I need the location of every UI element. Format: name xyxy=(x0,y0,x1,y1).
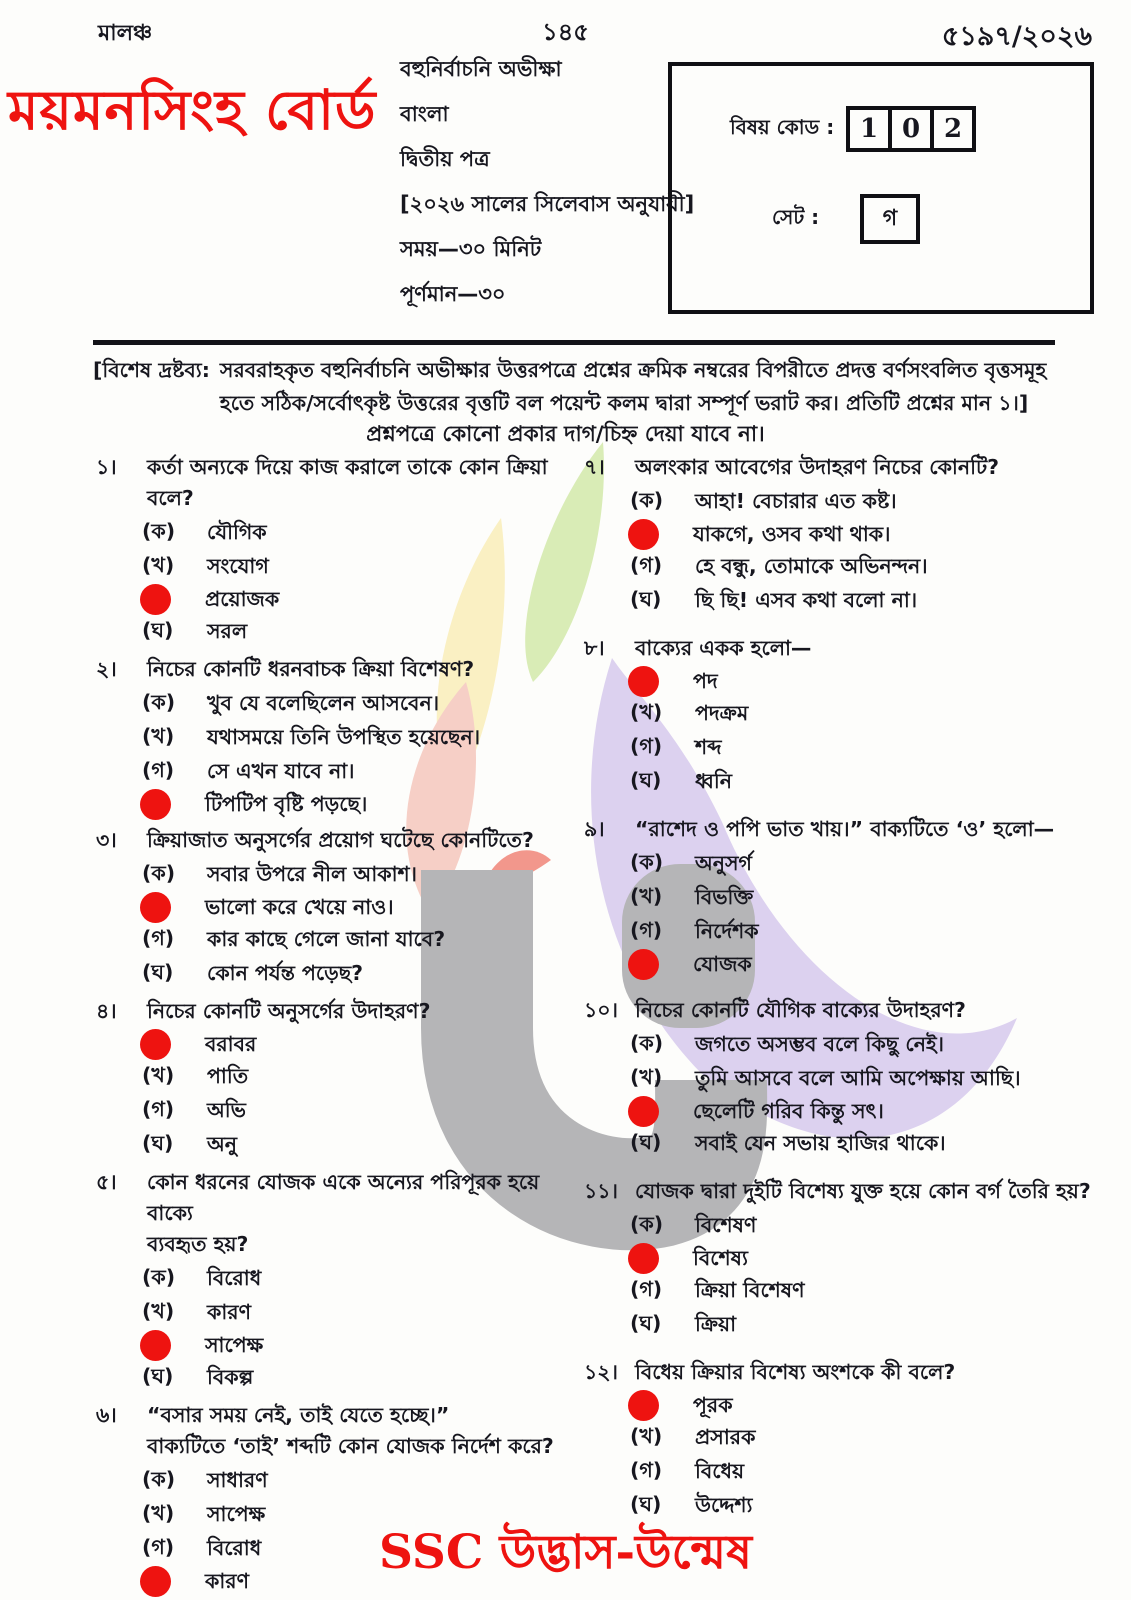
option-label: (ঘ) xyxy=(142,1364,174,1388)
question-text xyxy=(635,452,1118,483)
option-label: (ক) xyxy=(630,488,664,512)
marked-answer-circle xyxy=(140,1029,171,1060)
option-row xyxy=(584,881,1118,915)
no-marks-warning: প্রশ্নপত্রে কোনো প্রকার দাগ/চিহ্ন দেয়া যাবে না। xyxy=(366,422,765,447)
option-label: (ক) xyxy=(142,690,176,714)
question-header xyxy=(96,996,574,1027)
question-number: ৮। xyxy=(584,636,605,660)
code-digit-cell: 0 xyxy=(888,106,934,152)
question-header xyxy=(96,654,574,685)
option-text: বিভক্তি xyxy=(695,885,754,910)
option-label: (ঘ) xyxy=(630,587,662,611)
option-row xyxy=(96,687,574,721)
option-text: সাপেক্ষ xyxy=(207,1502,266,1527)
option-row xyxy=(96,789,574,820)
option-row xyxy=(584,519,1118,550)
option-row xyxy=(96,584,574,615)
option-row xyxy=(96,858,574,892)
option-row xyxy=(584,1455,1118,1489)
question-number: ৭। xyxy=(584,455,605,479)
option-row xyxy=(584,550,1118,584)
option-label: (গ) xyxy=(142,1097,175,1121)
question-text-line: “বসার সময় নেই, তাই যেতে হচ্ছে।” xyxy=(147,1403,450,1427)
option-label: (গ) xyxy=(630,1458,663,1482)
option-label: (খ) xyxy=(630,884,663,908)
questions-column-right xyxy=(584,452,1118,1538)
option-row xyxy=(584,485,1118,519)
set-value-cell: গ xyxy=(860,194,920,244)
option-row xyxy=(584,1274,1118,1308)
option-row xyxy=(584,1243,1118,1274)
option-text: ভালো করে খেয়ে নাও। xyxy=(205,894,394,919)
question-number: ২। xyxy=(96,657,117,681)
marked-answer-circle xyxy=(628,666,659,697)
option-row xyxy=(96,1330,574,1361)
question-text xyxy=(635,1357,1118,1388)
option-text: শব্দ xyxy=(695,735,722,760)
question-text-line: নিচের কোনটি যৌগিক বাক্যের উদাহরণ? xyxy=(635,998,966,1022)
question-block xyxy=(96,1167,574,1395)
question-header xyxy=(584,633,1118,664)
question-text xyxy=(147,996,574,1027)
option-row xyxy=(96,1262,574,1296)
option-row xyxy=(584,584,1118,618)
question-header xyxy=(584,814,1118,845)
option-text: তুমি আসবে বলে আমি অপেক্ষায় আছি। xyxy=(695,1066,1021,1091)
question-text-line: কর্তা অন্যকে দিয়ে কাজ করালে তাকে কোন ক্রিয়া বলে? xyxy=(147,455,548,510)
subject-code-label: বিষয় কোড : xyxy=(730,114,835,139)
question-number: ১। xyxy=(96,455,117,479)
option-row xyxy=(584,847,1118,881)
option-label: (ক) xyxy=(630,1212,664,1236)
option-row xyxy=(96,550,574,584)
option-text: বিরোধ xyxy=(207,1266,262,1291)
set-row xyxy=(672,194,1090,244)
question-block xyxy=(584,1357,1118,1523)
page-number: ১৪৫ xyxy=(542,18,589,46)
option-row xyxy=(96,1128,574,1162)
option-row xyxy=(96,1296,574,1330)
paper-name: দ্বিতীয় পত্র xyxy=(400,147,490,171)
option-label: (ক) xyxy=(142,1467,176,1491)
brand-footer: SSC উদ্ভাস-উন্মেষ xyxy=(379,1525,752,1580)
question-text-line: “রাশেদ ও পপি ভাত খায়।” বাক্যটিতে ‘ও’ হলো— xyxy=(635,817,1055,841)
option-row xyxy=(96,1029,574,1060)
question-number: ৩। xyxy=(96,828,117,852)
option-text: যোজক xyxy=(693,951,752,976)
exam-type: বহুনির্বাচনি অভীক্ষা xyxy=(400,57,562,81)
question-number: ৬। xyxy=(96,1403,117,1427)
option-row xyxy=(584,697,1118,731)
board-title: ময়মনসিংহ বোর্ড xyxy=(8,78,377,142)
option-text: আহা! বেচারার এত কষ্ট। xyxy=(695,489,897,514)
question-text xyxy=(147,654,574,685)
option-row xyxy=(584,666,1118,697)
option-text: সাধারণ xyxy=(207,1468,268,1493)
notice-text: সরবরাহকৃত বহুনির্বাচনি অভীক্ষার উত্তরপত্রে প্রশ্নের ক্রমিক নম্বরের বিপরীতে প্রদত্ত বর্ণসংবলিত বৃত্তসমূহ হতে সঠিক/সর্বোৎকৃষ্ট উত্তরের বৃত্তটি বল পয়েন্ট কলম দ্বারা সম্পূর্ণ ভরাট কর। প্রতিটি প্রশ্নের মান ১।] xyxy=(219,358,1047,415)
question-text xyxy=(147,1167,574,1260)
option-label: (খ) xyxy=(142,1501,175,1525)
question-text xyxy=(635,995,1118,1026)
question-header xyxy=(96,825,574,856)
option-label: (গ) xyxy=(630,734,663,758)
subject-code-row xyxy=(672,106,1090,152)
code-digit-cell: 2 xyxy=(930,106,976,152)
option-label: (গ) xyxy=(142,758,175,782)
option-text: অভি xyxy=(207,1098,246,1123)
marked-answer-circle xyxy=(140,892,171,923)
marked-answer-circle xyxy=(140,584,171,615)
option-row xyxy=(96,1060,574,1094)
option-text: বিকল্প xyxy=(207,1365,254,1390)
option-text: ধ্বনি xyxy=(695,769,732,794)
option-row xyxy=(584,915,1118,949)
option-text: ক্রিয়া বিশেষণ xyxy=(695,1278,805,1303)
option-text: উদ্দেশ্য xyxy=(695,1493,753,1518)
option-row xyxy=(584,1127,1118,1161)
option-row xyxy=(96,957,574,991)
option-row xyxy=(96,721,574,755)
option-text: টিপটিপ বৃষ্টি পড়ছে। xyxy=(205,791,368,816)
option-text: নির্দেশক xyxy=(695,919,759,944)
option-row xyxy=(584,949,1118,980)
option-row xyxy=(96,755,574,789)
option-label: (গ) xyxy=(630,1277,663,1301)
question-text-line: বাক্যটিতে ‘তাই’ শব্দটি কোন যোজক নির্দেশ করে? xyxy=(147,1434,554,1458)
book-series-label: মালঞ্চ xyxy=(98,21,153,46)
option-label: (ঘ) xyxy=(142,618,174,642)
option-text: ছি ছি! এসব কথা বলো না। xyxy=(695,588,918,613)
option-label: (ঘ) xyxy=(142,960,174,984)
option-text: ছেলেটি গরিব কিন্তু সৎ। xyxy=(693,1098,884,1123)
question-text-line: যোজক দ্বারা দুইটি বিশেষ্য যুক্ত হয়ে কোন বর্গ তৈরি হয়? xyxy=(635,1179,1091,1203)
questions-column-left xyxy=(96,452,574,1600)
option-text: খুব যে বলেছিলেন আসবেন। xyxy=(207,691,440,716)
question-text xyxy=(147,452,574,514)
option-row xyxy=(584,1209,1118,1243)
question-text xyxy=(147,1400,574,1462)
option-label: (খ) xyxy=(630,1424,663,1448)
question-number: ৫। xyxy=(96,1170,117,1194)
option-text: পদক্রম xyxy=(695,701,749,726)
option-text: কার কাছে গেলে জানা যাবে? xyxy=(207,927,446,952)
option-label: (খ) xyxy=(142,724,175,748)
paper-serial-number: ৫১৯৭/২০২৬ xyxy=(941,21,1092,52)
option-row xyxy=(584,1062,1118,1096)
option-row xyxy=(96,516,574,550)
option-label: (ঘ) xyxy=(142,1131,174,1155)
question-header xyxy=(584,995,1118,1026)
subject-name: বাংলা xyxy=(400,102,449,126)
option-row xyxy=(584,731,1118,765)
subject-code-cells xyxy=(850,106,976,152)
option-text: ক্রিয়া xyxy=(695,1312,737,1337)
question-text xyxy=(635,633,1118,664)
option-text: হে বন্ধু, তোমাকে অভিনন্দন। xyxy=(695,554,928,579)
subject-code-box xyxy=(668,62,1094,314)
question-text-line: নিচের কোনটি অনুসর্গের উদাহরণ? xyxy=(147,999,431,1023)
question-header xyxy=(96,452,574,514)
marked-answer-circle xyxy=(628,1390,659,1421)
option-text: প্রয়োজক xyxy=(205,586,280,611)
question-text-line: নিচের কোনটি ধরনবাচক ক্রিয়া বিশেষণ? xyxy=(147,657,475,681)
question-header xyxy=(584,452,1118,483)
option-row xyxy=(96,892,574,923)
option-row xyxy=(584,1421,1118,1455)
option-label: (খ) xyxy=(142,553,175,577)
option-text: বরাবর xyxy=(205,1031,257,1056)
code-digit-cell: 1 xyxy=(846,106,892,152)
marked-answer-circle xyxy=(628,949,659,980)
question-text xyxy=(147,825,574,856)
set-label: সেট : xyxy=(772,204,820,229)
question-number: ৯। xyxy=(584,817,605,841)
exam-meta xyxy=(400,56,694,326)
exam-time: সময়—৩০ মিনিট xyxy=(400,237,542,261)
question-header xyxy=(96,1167,574,1260)
option-text: সাপেক্ষ xyxy=(205,1332,264,1357)
option-row xyxy=(584,1308,1118,1342)
question-block xyxy=(96,996,574,1162)
option-label: (ক) xyxy=(142,861,176,885)
option-text: যথাসময়ে তিনি উপস্থিত হয়েছেন। xyxy=(207,725,481,750)
question-header xyxy=(584,1176,1118,1207)
option-label: (খ) xyxy=(630,700,663,724)
question-block xyxy=(96,452,574,649)
option-row xyxy=(584,1096,1118,1127)
option-row xyxy=(96,615,574,649)
option-row xyxy=(584,1390,1118,1421)
option-row xyxy=(584,765,1118,799)
question-text-line: বিধেয় ক্রিয়ার বিশেষ্য অংশকে কী বলে? xyxy=(635,1360,956,1384)
syllabus-note: [২০২৬ সালের সিলেবাস অনুযায়ী] xyxy=(400,192,695,216)
option-label: (খ) xyxy=(630,1065,663,1089)
option-row xyxy=(584,1028,1118,1062)
option-row xyxy=(96,1361,574,1395)
option-text: প্রসারক xyxy=(695,1425,756,1450)
option-label: (ঘ) xyxy=(630,768,662,792)
option-text: সরল xyxy=(207,619,248,644)
option-row xyxy=(96,1094,574,1128)
option-text: যৌগিক xyxy=(207,520,267,545)
option-label: (ক) xyxy=(142,519,176,543)
question-header xyxy=(584,1357,1118,1388)
question-block xyxy=(584,995,1118,1161)
question-text xyxy=(635,814,1118,845)
marked-answer-circle xyxy=(140,789,171,820)
option-text: যাকগে, ওসব কথা থাক। xyxy=(693,521,891,546)
option-label: (খ) xyxy=(142,1299,175,1323)
marked-answer-circle xyxy=(628,1096,659,1127)
option-text: জগতে অসম্ভব বলে কিছু নেই। xyxy=(695,1032,944,1057)
option-label: (ক) xyxy=(630,850,664,874)
question-text xyxy=(635,1176,1118,1207)
option-label: (ক) xyxy=(142,1265,176,1289)
option-text: কারণ xyxy=(207,1300,251,1325)
option-text: কোন পর্যন্ত পড়েছ? xyxy=(207,961,364,986)
option-label: (গ) xyxy=(630,553,663,577)
option-label: (খ) xyxy=(142,1063,175,1087)
question-block xyxy=(96,654,574,820)
question-block xyxy=(584,452,1118,618)
notice-label: [বিশেষ দ্রষ্টব্য: xyxy=(93,358,210,382)
question-text-line: ক্রিয়াজাত অনুসর্গের প্রয়োগ ঘটেছে কোনটিতে? xyxy=(147,828,534,852)
question-block xyxy=(96,825,574,991)
option-text: বিধেয় xyxy=(695,1459,745,1484)
option-text: পূরক xyxy=(693,1392,733,1417)
question-block xyxy=(584,814,1118,980)
question-number: ১২। xyxy=(584,1360,618,1384)
question-number: ১১। xyxy=(584,1179,618,1203)
option-text: বিশেষণ xyxy=(695,1213,757,1238)
question-text-line: অলংকার আবেগের উদাহরণ নিচের কোনটি? xyxy=(635,455,1000,479)
question-block xyxy=(584,633,1118,799)
option-label: (গ) xyxy=(142,926,175,950)
full-marks: পূর্ণমান—৩০ xyxy=(400,282,506,306)
option-label: (ঘ) xyxy=(630,1492,662,1516)
option-row xyxy=(96,923,574,957)
option-text: পদ xyxy=(693,668,718,693)
question-block xyxy=(584,1176,1118,1342)
option-text: সে এখন যাবে না। xyxy=(207,759,355,784)
question-text-line: কোন ধরনের যোজক একে অন্যের পরিপূরক হয়ে বাক্যে xyxy=(147,1170,540,1225)
option-text: বিশেষ্য xyxy=(693,1245,748,1270)
option-label: (ঘ) xyxy=(630,1130,662,1154)
option-text: সবার উপরে নীল আকাশ। xyxy=(207,862,418,887)
option-text: সংযোগ xyxy=(207,554,269,579)
marked-answer-circle xyxy=(628,519,659,550)
marked-answer-circle xyxy=(628,1243,659,1274)
question-text-line: বাক্যের একক হলো— xyxy=(635,636,812,660)
option-text: বিরোধ xyxy=(207,1536,262,1561)
option-text: কারণ xyxy=(205,1568,249,1593)
option-label: (ক) xyxy=(630,1031,664,1055)
special-notice xyxy=(93,340,1055,420)
option-text: অনু xyxy=(207,1132,237,1157)
question-number: ১০। xyxy=(584,998,618,1022)
option-text: পাতি xyxy=(207,1064,249,1089)
option-text: অনুসর্গ xyxy=(695,851,752,876)
question-header xyxy=(96,1400,574,1462)
marked-answer-circle xyxy=(140,1330,171,1361)
option-text: সবাই যেন সভায় হাজির থাকে। xyxy=(695,1131,946,1156)
option-label: (ঘ) xyxy=(630,1311,662,1335)
question-number: ৪। xyxy=(96,999,117,1023)
option-label: (গ) xyxy=(142,1535,175,1559)
question-text-line: ব্যবহৃত হয়? xyxy=(147,1232,249,1256)
option-row xyxy=(96,1464,574,1498)
option-label: (গ) xyxy=(630,918,663,942)
